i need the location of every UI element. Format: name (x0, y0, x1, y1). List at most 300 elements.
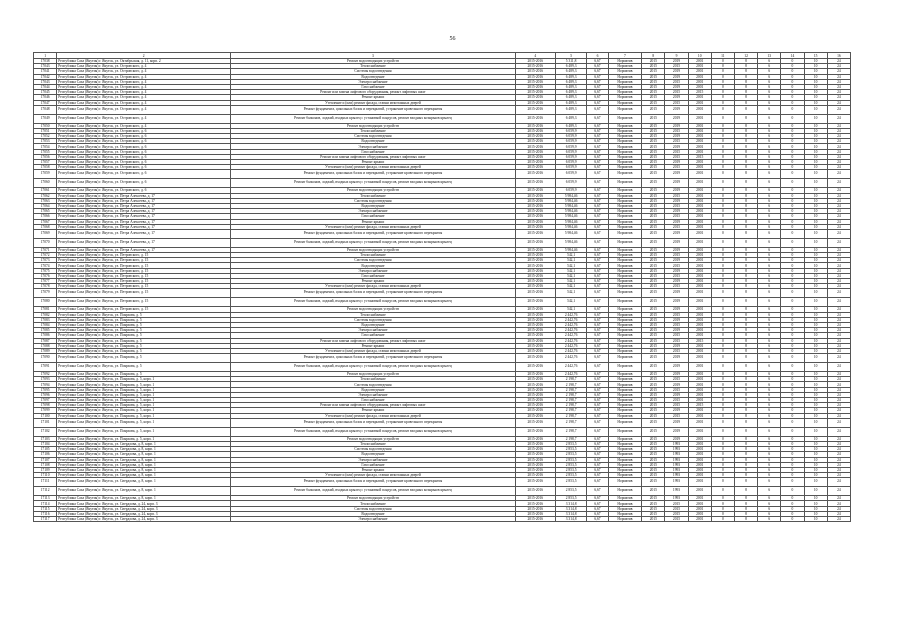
table-cell: 2015 (642, 123, 665, 128)
table-cell: 8 (734, 487, 757, 496)
table-cell: Норматив (608, 253, 642, 258)
table-cell: Республика Саха (Якутия) г. Якутск, ул. Островского, д. 4 (57, 123, 231, 128)
table-cell: Ремонт балконов, лоджий, входных крылец с установкой пандусов, ремонт входных козырьков крылец (231, 487, 516, 496)
table-cell: 2015 (665, 398, 688, 403)
table-cell: 6,67 (587, 398, 608, 403)
table-cell: Утепление и (или) ремонт фасада, ставни межэтажных дверей (231, 473, 516, 478)
table-cell: 2015-2016 (515, 258, 555, 263)
table-cell: 10 (804, 408, 827, 413)
table-cell: 0 (711, 64, 734, 69)
column-number: 2 (57, 53, 231, 59)
column-number: 12 (734, 53, 757, 59)
table-cell: 8 (734, 268, 757, 273)
table-cell: 0 (711, 408, 734, 413)
table-cell: 17065 (34, 209, 57, 214)
table-cell: 8 (734, 348, 757, 353)
table-cell: Утепление и (или) ремонт фасада, ставни межэтажных дверей (231, 348, 516, 353)
table-cell: Норматив (608, 452, 642, 457)
table-cell: Норматив (608, 322, 642, 327)
table-cell: 8 (734, 392, 757, 397)
table-cell: 2015-2016 (515, 224, 555, 229)
table-cell: 2 442,76 (555, 317, 587, 322)
column-number: 3 (231, 53, 516, 59)
table-cell: 10 (804, 114, 827, 123)
table-cell: 2001 (688, 333, 711, 338)
table-cell: 2001 (688, 372, 711, 377)
table-row (34, 354, 851, 363)
table-cell: 6,67 (587, 447, 608, 452)
table-cell: 2015-2016 (515, 74, 555, 79)
table-cell: 2001 (688, 387, 711, 392)
table-cell: 0 (711, 343, 734, 348)
table-cell: 17041 (34, 69, 57, 74)
table-cell: 10 (804, 160, 827, 165)
table-cell: 17112 (34, 487, 57, 496)
table-cell: Теплоснабжение (231, 377, 516, 382)
table-cell: 2 442,76 (555, 322, 587, 327)
table-cell: 2001 (688, 279, 711, 284)
table-cell: Теплоснабжение (231, 501, 516, 506)
table-cell: 24 (827, 123, 850, 128)
table-cell: 2015 (642, 165, 665, 170)
table-cell: Электроснабжение (231, 209, 516, 214)
table-cell: 6 (758, 392, 781, 397)
table-cell: 2015-2016 (515, 179, 555, 188)
table-cell: 10 (804, 511, 827, 516)
table-cell: 10 (804, 273, 827, 278)
table-cell: 2015-2016 (515, 322, 555, 327)
table-cell: Норматив (608, 193, 642, 198)
table-cell: 2019 (665, 179, 688, 188)
table-cell: 2015 (642, 436, 665, 441)
table-cell: Норматив (608, 511, 642, 516)
table-cell: 6 (758, 105, 781, 114)
table-cell: Республика Саха (Якутия) г. Якутск, ул. Поярхова, д. 5, корп. 1 (57, 398, 231, 403)
table-cell: 2015 (665, 64, 688, 69)
table-cell: 2001 (688, 506, 711, 511)
table-cell: Норматив (608, 317, 642, 322)
table-cell: 17102 (34, 427, 57, 436)
table-cell: 8 (734, 84, 757, 89)
table-cell: 0 (781, 307, 804, 312)
table-cell: 0 (711, 307, 734, 312)
table-cell: 6 (758, 188, 781, 193)
table-cell: 2019 (665, 436, 688, 441)
table-cell: Норматив (608, 268, 642, 273)
table-cell: 6 489,3 (555, 90, 587, 95)
table-cell: Ремонт фундамента, цокольных балок и перекрытий, устранение кровельного перекрытия (231, 289, 516, 298)
table-cell: 0 (711, 279, 734, 284)
table-cell: Республика Саха (Якутия) г. Якутск, ул. Островского, д. 6 (57, 170, 231, 179)
table-cell: 0 (711, 59, 734, 64)
table-cell: 2015-2016 (515, 139, 555, 144)
table-cell: 0 (711, 501, 734, 506)
table-cell: 6,67 (587, 413, 608, 418)
table-cell: 10 (804, 307, 827, 312)
table-cell: Электроснабжение (231, 328, 516, 333)
table-cell: 24 (827, 84, 850, 89)
table-cell: 0 (711, 517, 734, 522)
table-cell: 6 (758, 263, 781, 268)
table-cell: 0 (781, 128, 804, 133)
table-cell: 6,67 (587, 392, 608, 397)
table-cell: 2001 (688, 209, 711, 214)
table-cell: 2001 (688, 427, 711, 436)
table-cell: Норматив (608, 436, 642, 441)
table-cell: 2015 (642, 273, 665, 278)
table-cell: 2019 (665, 188, 688, 193)
table-cell: 542,1 (555, 279, 587, 284)
table-cell: 2019 (665, 209, 688, 214)
table-cell: Ремонт балконов, лоджий, входных крылец с установкой пандусов, ремонт входных козырьков крылец (231, 114, 516, 123)
table-cell: Норматив (608, 506, 642, 511)
table-cell: Системы водоотведения (231, 258, 516, 263)
column-number: 14 (781, 53, 804, 59)
table-cell: 6 (758, 473, 781, 478)
table-cell: 2015-2016 (515, 154, 555, 159)
column-number: 16 (827, 53, 850, 59)
table-cell: 0 (711, 105, 734, 114)
table-cell: 2015 (642, 263, 665, 268)
table-cell: 2015 (642, 59, 665, 64)
table-cell: Норматив (608, 408, 642, 413)
table-cell: 24 (827, 363, 850, 372)
table-cell: 17086 (34, 333, 57, 338)
table-cell: 24 (827, 139, 850, 144)
table-cell: 6 489,3 (555, 74, 587, 79)
table-cell: 17059 (34, 170, 57, 179)
table-cell: 24 (827, 457, 850, 462)
table-cell: 2019 (665, 59, 688, 64)
table-cell: 8 (734, 317, 757, 322)
table-cell: 0 (781, 214, 804, 219)
table-cell: 8 (734, 198, 757, 203)
table-cell: 8 (734, 64, 757, 69)
table-cell: 2015 (642, 247, 665, 252)
table-cell: 24 (827, 114, 850, 123)
table-cell: 2015 (688, 90, 711, 95)
table-cell: 6,67 (587, 478, 608, 487)
table-cell: 2015 (665, 348, 688, 353)
column-number: 11 (711, 53, 734, 59)
table-cell: 2 442,76 (555, 328, 587, 333)
table-cell: 24 (827, 511, 850, 516)
table-cell: 2015-2016 (515, 473, 555, 478)
table-cell: 2001 (688, 224, 711, 229)
table-cell: 6 (758, 348, 781, 353)
table-cell: 0 (781, 284, 804, 289)
table-cell: 8 (734, 506, 757, 511)
table-cell: 8 (734, 90, 757, 95)
table-cell: 2015 (642, 487, 665, 496)
table-cell: Электроснабжение (231, 392, 516, 397)
table-cell: 8 (734, 219, 757, 224)
table-cell: Норматив (608, 79, 642, 84)
table-cell: 2015-2016 (515, 203, 555, 208)
table-cell: 6 (758, 279, 781, 284)
table-cell: Республика Саха (Якутия) г. Якутск, ул. Поярхова, д. 5 (57, 322, 231, 327)
table-cell: 0 (781, 165, 804, 170)
table-row (34, 487, 851, 496)
table-cell: 17061 (34, 188, 57, 193)
table-cell: 2019 (665, 69, 688, 74)
table-cell: 2015 (642, 268, 665, 273)
table-cell: 0 (781, 312, 804, 317)
table-cell: Республика Саха (Якутия) г. Якутск, ул. Петровского, д. 15 (57, 253, 231, 258)
table-cell: 24 (827, 413, 850, 418)
page-number: 56 (449, 36, 456, 42)
table-cell: Республика Саха (Якутия) г. Якутск, ул. Островского, д. 4 (57, 84, 231, 89)
table-cell: 17083 (34, 317, 57, 322)
table-cell: Республика Саха (Якутия) г. Якутск, ул. Островского, д. 6 (57, 188, 231, 193)
table-cell: 2015-2016 (515, 312, 555, 317)
table-cell: 24 (827, 74, 850, 79)
table-cell: 6 (758, 387, 781, 392)
table-cell: 10 (804, 517, 827, 522)
table-cell: 10 (804, 436, 827, 441)
table-cell: Газоснабжение (231, 462, 516, 467)
table-cell: 0 (781, 452, 804, 457)
table-cell: 24 (827, 219, 850, 224)
table-cell: 0 (781, 154, 804, 159)
table-cell: 24 (827, 447, 850, 452)
table-cell: 2015 (642, 452, 665, 457)
table-cell: 17054 (34, 144, 57, 149)
table-cell: Водоотведение (231, 203, 516, 208)
table-cell: 24 (827, 506, 850, 511)
column-number: 5 (555, 53, 587, 59)
table-cell: 17087 (34, 338, 57, 343)
table-cell: 0 (781, 139, 804, 144)
table-cell: 0 (711, 382, 734, 387)
table-cell: Республика Саха (Якутия) г. Якутск, ул. Свердлова, д. 24, корп. 3 (57, 501, 231, 506)
table-cell: 2015 (665, 501, 688, 506)
table-cell: 2015 (642, 354, 665, 363)
table-cell: 2015 (642, 343, 665, 348)
table-cell: 0 (781, 382, 804, 387)
table-cell: Республика Саха (Якутия) г. Якутск, ул. Поярхова, д. 5, корп. 1 (57, 392, 231, 397)
table-cell: 2015-2016 (515, 348, 555, 353)
table-cell: 2015-2016 (515, 441, 555, 446)
table-cell: 6,67 (587, 224, 608, 229)
table-cell: 0 (711, 253, 734, 258)
table-cell: 0 (711, 436, 734, 441)
table-cell: 2001 (688, 100, 711, 105)
table-cell: 2015 (642, 84, 665, 89)
table-cell: 6 (758, 363, 781, 372)
table-cell: Норматив (608, 377, 642, 382)
table-cell: 6 (758, 247, 781, 252)
table-cell: 0 (711, 170, 734, 179)
table-cell: 6,67 (587, 418, 608, 427)
table-cell: Норматив (608, 154, 642, 159)
table-cell: 6,67 (587, 289, 608, 298)
table-cell: 6,67 (587, 501, 608, 506)
table-cell: 2015 (642, 149, 665, 154)
table-cell: 0 (781, 95, 804, 100)
table-cell: Норматив (608, 188, 642, 193)
table-cell: 6 (758, 496, 781, 501)
table-cell: 2015 (665, 263, 688, 268)
table-cell: 2015 (642, 95, 665, 100)
table-cell: 2015 (642, 193, 665, 198)
table-cell: 2015 (642, 79, 665, 84)
table-cell: 6 (758, 462, 781, 467)
table-cell: 8 (734, 517, 757, 522)
table-cell: 2 198,7 (555, 382, 587, 387)
table-cell: 2001 (688, 134, 711, 139)
table-cell: 2015-2016 (515, 317, 555, 322)
table-cell: 8 (734, 322, 757, 327)
table-cell: 6,67 (587, 343, 608, 348)
table-cell: 6,67 (587, 467, 608, 472)
column-number: 1 (34, 53, 57, 59)
table-cell: 6,67 (587, 372, 608, 377)
table-cell: 10 (804, 253, 827, 258)
table-cell: 6 489,3 (555, 64, 587, 69)
table-cell: 2 442,76 (555, 343, 587, 348)
table-cell: Норматив (608, 372, 642, 377)
table-cell: 5 311,8 (555, 59, 587, 64)
table-cell: 2015 (642, 427, 665, 436)
table-cell: 0 (781, 506, 804, 511)
table-cell: 2019 (665, 105, 688, 114)
table-cell: Ремонт водоотводящих устройств (231, 496, 516, 501)
table-cell: Республика Саха (Якутия) г. Якутск, ул. Петровского, д. 15 (57, 263, 231, 268)
table-cell: Норматив (608, 64, 642, 69)
table-cell: 24 (827, 188, 850, 193)
table-cell: 6 (758, 95, 781, 100)
table-cell: 2001 (688, 473, 711, 478)
table-cell: 8 (734, 496, 757, 501)
table-cell: 17096 (34, 392, 57, 397)
table-cell: 24 (827, 322, 850, 327)
table-cell: 10 (804, 328, 827, 333)
table-cell: Республика Саха (Якутия) г. Якутск, ул. Островского, д. 6 (57, 179, 231, 188)
table-cell: Норматив (608, 312, 642, 317)
table-cell: 0 (781, 462, 804, 467)
table-cell: 6,67 (587, 436, 608, 441)
table-cell: 17073 (34, 258, 57, 263)
table-cell: 6 (758, 467, 781, 472)
table-cell: Ремонт или замена лифтового оборудования, ремонт лифтовых шахт (231, 338, 516, 343)
table-cell: Ремонт фундамента, цокольных балок и перекрытий, устранение кровельного перекрытия (231, 418, 516, 427)
table-cell: 0 (711, 188, 734, 193)
table-cell: 0 (711, 372, 734, 377)
table-cell: 2 853,5 (555, 441, 587, 446)
table-cell: Республика Саха (Якутия) г. Якутск, ул. Петра Алексеева, д. 17 (57, 238, 231, 247)
table-cell: 17097 (34, 398, 57, 403)
table-cell: 10 (804, 79, 827, 84)
table-cell: 10 (804, 501, 827, 506)
table-cell: 0 (781, 473, 804, 478)
table-cell: 5 984,46 (555, 238, 587, 247)
table-cell: 6 (758, 506, 781, 511)
table-cell: 24 (827, 105, 850, 114)
table-cell: 0 (781, 149, 804, 154)
table-cell: 2015-2016 (515, 427, 555, 436)
table-cell: Норматив (608, 487, 642, 496)
table-cell: 8 (734, 413, 757, 418)
table-cell: 8 (734, 338, 757, 343)
table-cell: 0 (711, 123, 734, 128)
table-cell: 2001 (688, 382, 711, 387)
table-cell: 6 (758, 209, 781, 214)
table-cell: 2015 (642, 279, 665, 284)
table-cell: 0 (781, 279, 804, 284)
table-cell: 0 (781, 427, 804, 436)
table-cell: 10 (804, 214, 827, 219)
table-cell: 6 (758, 298, 781, 307)
table-cell: 24 (827, 517, 850, 522)
table-cell: Норматив (608, 284, 642, 289)
table-cell: 8 (734, 511, 757, 516)
table-cell: Республика Саха (Якутия) г. Якутск, ул. Свердлова, д. 8, корп. 1 (57, 441, 231, 446)
table-cell: 8 (734, 279, 757, 284)
table-cell: 6 (758, 452, 781, 457)
table-cell: 0 (711, 229, 734, 238)
table-cell: 2015-2016 (515, 478, 555, 487)
table-cell: 2019 (665, 289, 688, 298)
table-cell: Норматив (608, 413, 642, 418)
table-cell: 24 (827, 487, 850, 496)
table-cell: 17047 (34, 100, 57, 105)
table-cell: 6,67 (587, 403, 608, 408)
table-cell: 17074 (34, 263, 57, 268)
table-cell: Системы водоотведения (231, 134, 516, 139)
table-cell: 1993 (665, 457, 688, 462)
table-cell: 2015-2016 (515, 100, 555, 105)
table-cell: 24 (827, 298, 850, 307)
table-cell: 2 442,76 (555, 348, 587, 353)
table-cell: 8 (734, 247, 757, 252)
table-cell: 0 (781, 193, 804, 198)
table-cell: 6 (758, 328, 781, 333)
table-cell: 8 (734, 441, 757, 446)
table-cell: 2019 (665, 354, 688, 363)
table-cell: 2015 (642, 473, 665, 478)
table-cell: 10 (804, 258, 827, 263)
table-cell: 2019 (665, 160, 688, 165)
table-cell: Республика Саха (Якутия) г. Якутск, ул. Петровского, д. 15 (57, 279, 231, 284)
table-cell: 2015 (642, 363, 665, 372)
table-cell: 10 (804, 100, 827, 105)
table-cell: 0 (711, 198, 734, 203)
table-cell: 24 (827, 377, 850, 382)
table-cell: Водоотведение (231, 452, 516, 457)
table-cell: 0 (781, 74, 804, 79)
table-cell: Республика Саха (Якутия) г. Якутск, ул. Поярхова, д. 5 (57, 348, 231, 353)
table-cell: 8 (734, 452, 757, 457)
table-cell: 6 (758, 382, 781, 387)
table-cell: 0 (781, 273, 804, 278)
table-cell: Республика Саха (Якутия) г. Якутск, ул. Свердлова, д. 8, корп. 1 (57, 452, 231, 457)
table-cell: 2001 (688, 467, 711, 472)
table-cell: 6,67 (587, 348, 608, 353)
table-cell: 2015 (642, 392, 665, 397)
table-cell: 2015 (642, 317, 665, 322)
table-cell: 8 (734, 307, 757, 312)
table-cell: 17043 (34, 79, 57, 84)
table-cell: 2001 (688, 328, 711, 333)
table-cell: 0 (781, 105, 804, 114)
table-cell: Республика Саха (Якутия) г. Якутск, ул. Поярхова, д. 5 (57, 372, 231, 377)
table-cell: 17051 (34, 128, 57, 133)
table-cell: 2015 (642, 447, 665, 452)
table-cell: 2015-2016 (515, 95, 555, 100)
table-cell: Ремонт или замена лифтового оборудования, ремонт лифтовых шахт (231, 90, 516, 95)
table-cell: 17052 (34, 134, 57, 139)
